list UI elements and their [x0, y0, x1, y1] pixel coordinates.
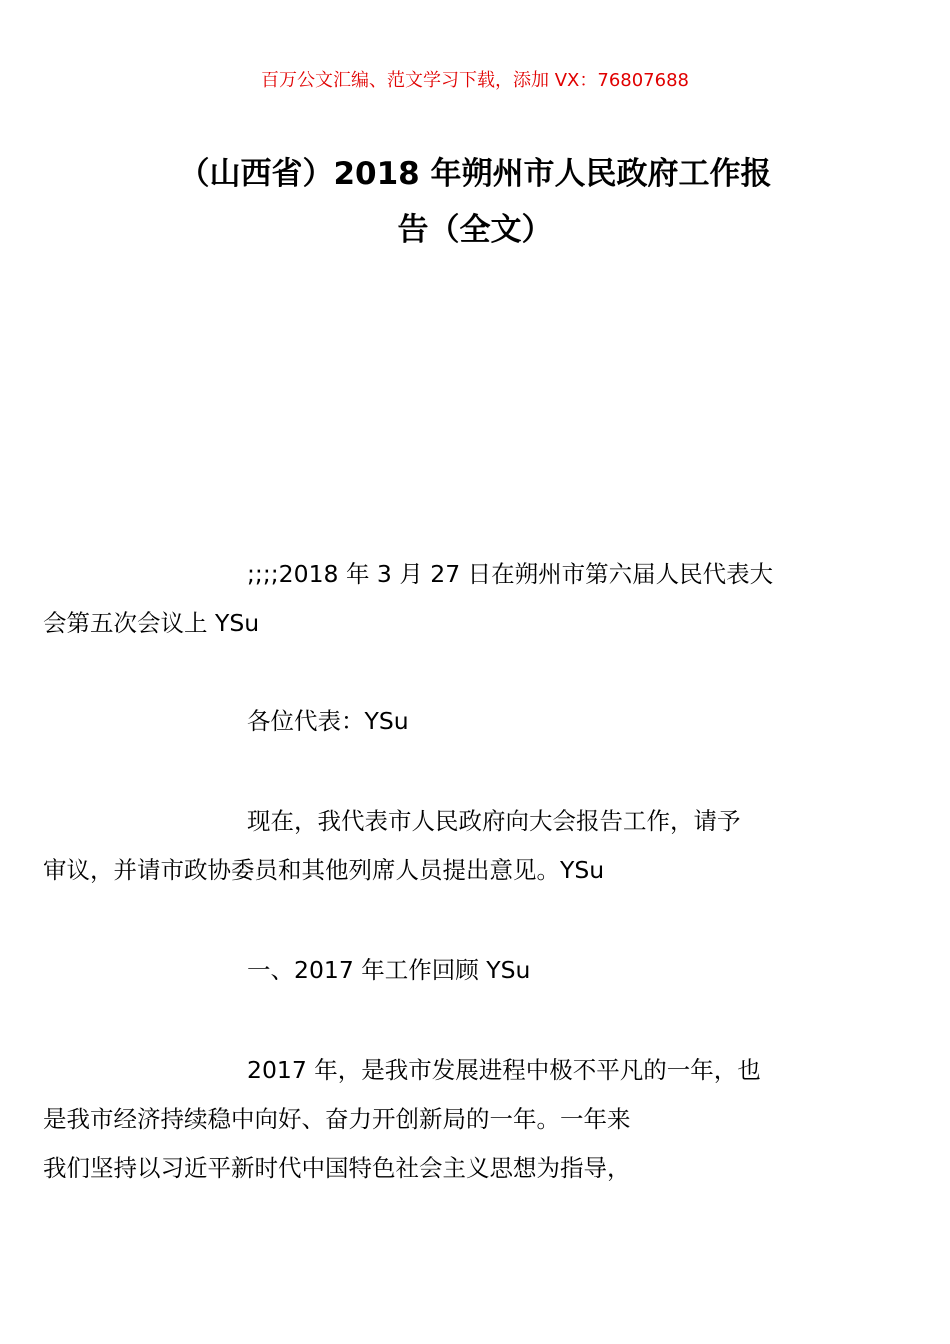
- header-note: 百万公文汇编、范文学习下载，添加 VX：76807688: [261, 70, 689, 91]
- text-line: 一、2017 年工作回顾 YSu: [247, 956, 531, 984]
- paragraph-salutation: [145, 697, 807, 746]
- text-line: 现在，我代表市人民政府向大会报告工作，请予: [247, 807, 741, 835]
- paragraph-review: [43, 1046, 807, 1193]
- title-line-2: 告（全文）: [397, 212, 553, 248]
- text-line: 审议，并请市政协委员和其他列席人员提出意见。YSu: [43, 856, 605, 884]
- text-line: ;;;;2018 年 3 月 27 日在朔州市第六届人民代表大: [247, 560, 774, 588]
- text-line: 我们坚持以习近平新时代中国特色社会主义思想为指导，: [43, 1154, 631, 1182]
- text-line: 会第五次会议上 YSu: [43, 609, 260, 637]
- text-line: 是我市经济持续稳中向好、奋力开创新局的一年。一年来: [43, 1105, 631, 1133]
- section-heading: [145, 946, 807, 995]
- document-title: [130, 146, 820, 258]
- text-line: 2017 年，是我市发展进程中极不平凡的一年，也: [247, 1056, 761, 1084]
- text-line: 各位代表：YSu: [247, 707, 409, 735]
- title-line-1: （山西省）2018 年朔州市人民政府工作报: [178, 156, 772, 192]
- paragraph-meeting-info: [43, 550, 807, 648]
- paragraph-opening: [43, 797, 807, 895]
